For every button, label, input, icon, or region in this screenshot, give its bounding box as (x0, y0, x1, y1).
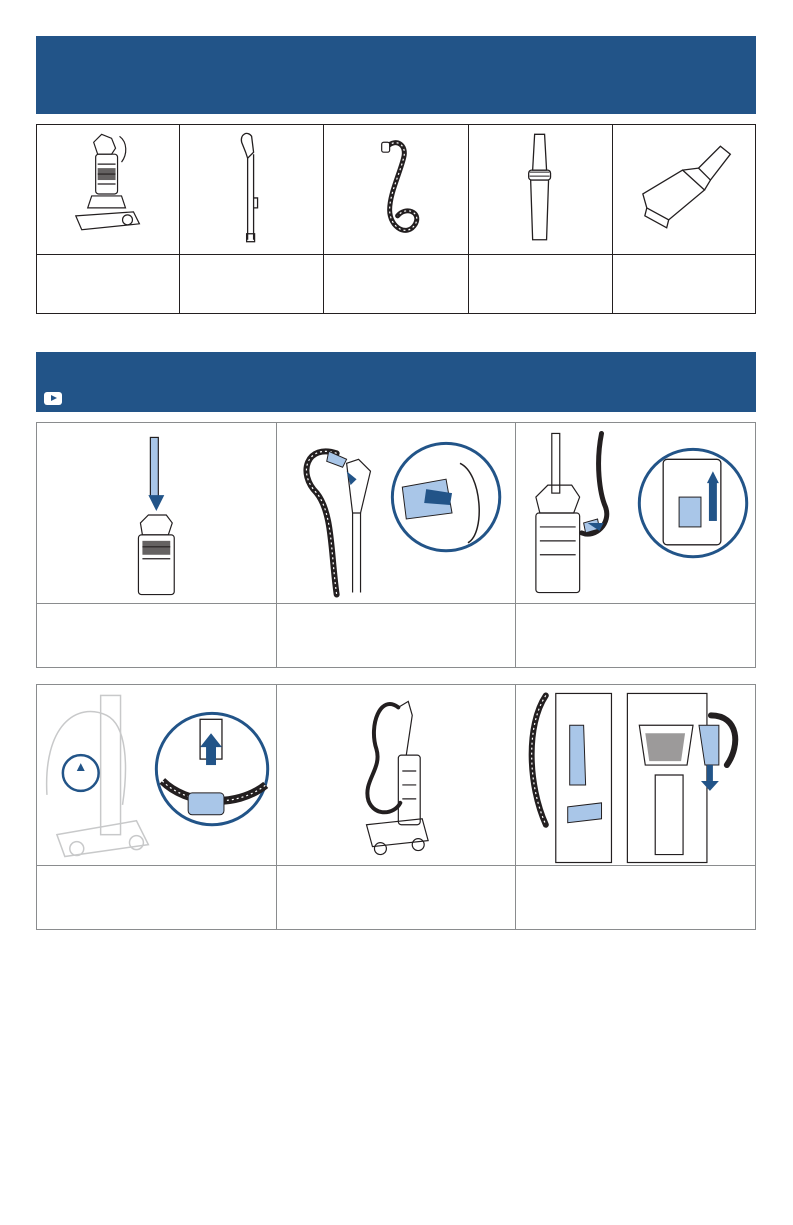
part-label-cell (324, 254, 468, 314)
part-cell-vacuum (36, 124, 180, 254)
wrap-hose-icon (277, 685, 516, 865)
part-cell-pet-tool (613, 124, 756, 254)
assembly-steps-row-2 (36, 684, 756, 930)
step-1-image (37, 423, 277, 603)
part-label-cell (469, 254, 613, 314)
part-label-cell (36, 254, 180, 314)
step-6-caption (516, 866, 755, 930)
handle-wand-icon (180, 124, 323, 254)
step-3-caption (516, 604, 755, 668)
insert-handle-icon (37, 423, 276, 603)
coiled-hose-icon (324, 124, 467, 254)
pet-turbo-tool-icon (613, 124, 756, 254)
step-4-caption (37, 866, 277, 930)
part-label-cell (613, 254, 756, 314)
hose-clip-icon (37, 685, 276, 865)
step-1-caption (37, 604, 277, 668)
step-4-image (37, 685, 277, 865)
step-5-caption (277, 866, 517, 930)
part-label-cell (180, 254, 324, 314)
hose-into-base-icon (516, 423, 755, 603)
play-video-icon[interactable] (44, 392, 62, 405)
part-cell-handle (180, 124, 324, 254)
parts-section-banner (36, 36, 756, 114)
upright-vacuum-icon (36, 124, 179, 254)
assembly-steps-row-1 (36, 422, 756, 668)
step-3-image (516, 423, 755, 603)
table-divider (36, 254, 756, 255)
step-6-image (516, 685, 755, 865)
attach-hose-to-handle-icon (277, 423, 516, 603)
part-cell-hose (324, 124, 468, 254)
assembly-section-banner (36, 352, 756, 412)
step-2-caption (277, 604, 517, 668)
crevice-tool-icon (469, 124, 612, 254)
parts-table (36, 124, 756, 314)
step-5-image (277, 685, 517, 865)
store-tools-icon (516, 685, 755, 865)
part-cell-crevice (469, 124, 613, 254)
step-2-image (277, 423, 517, 603)
